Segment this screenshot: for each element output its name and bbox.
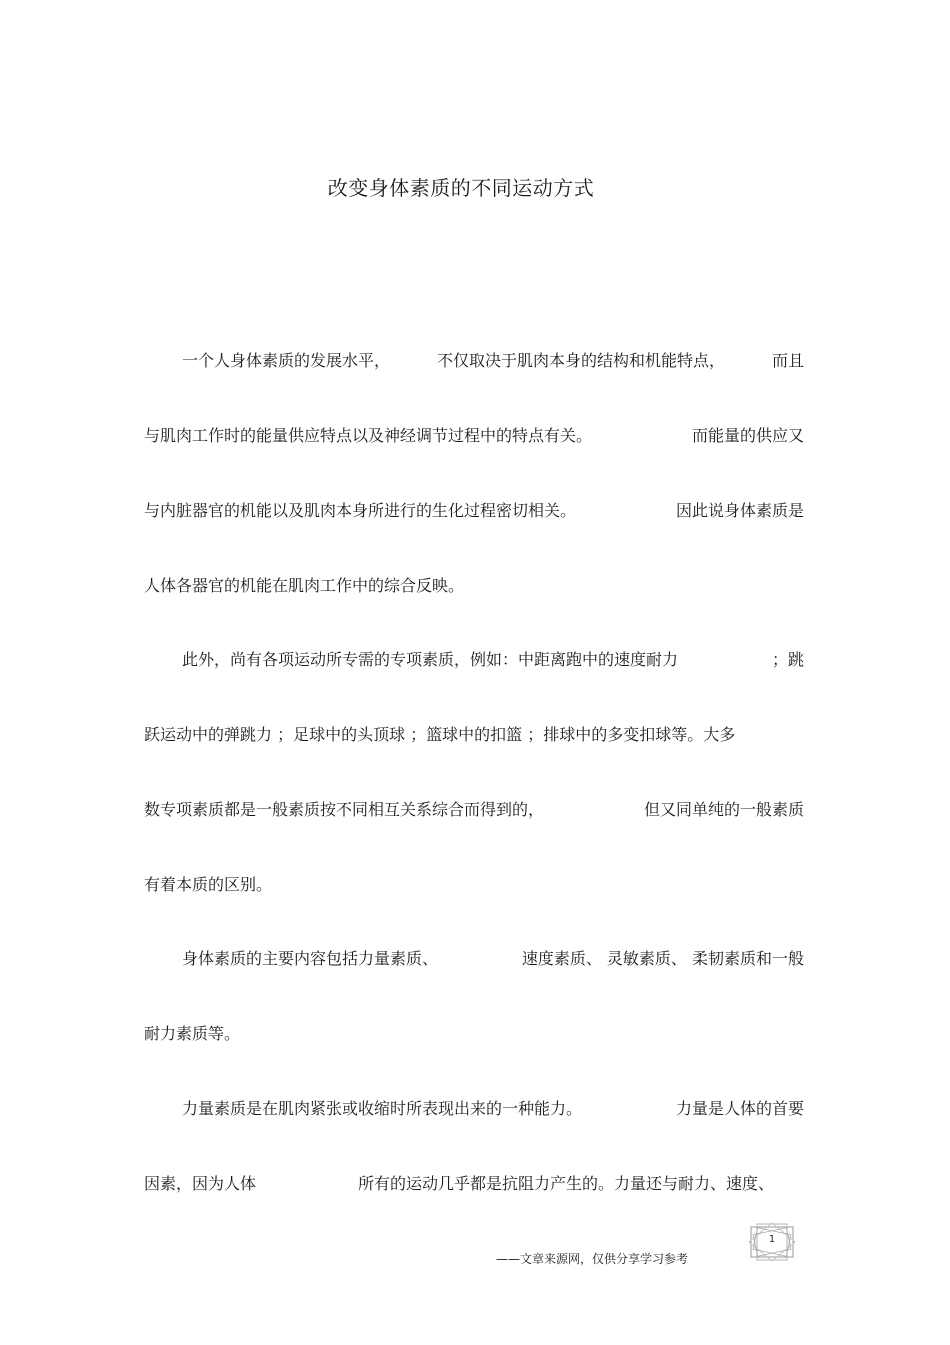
text-segment: 不仅取决于肌肉本身的结构和机能特点，: [436, 351, 725, 370]
text-line-3: [144, 499, 804, 523]
document-title: 改变身体素质的不同运动方式: [327, 176, 595, 200]
text-line-2: [144, 424, 804, 448]
text-segment: 因此说身体素质是: [675, 501, 804, 520]
text-line-6: [144, 723, 804, 747]
text-segment: 力量素质是在肌肉紧张或收缩时所表现出来的一种能力。: [182, 1099, 583, 1118]
text-line-10: [144, 1022, 804, 1046]
text-segment: 一个人身体素质的发展水平，: [182, 351, 391, 370]
text-line-4: [144, 574, 804, 598]
text-segment: 跃运动中的弹跳力 ；足球中的头顶球 ；篮球中的扣篮 ；排球中的多变扣球等。大多: [144, 725, 736, 744]
text-segment: ；跳: [771, 650, 804, 669]
text-line-8: [144, 873, 804, 897]
text-line-1: [182, 349, 804, 373]
text-segment: 身体素质的主要内容包括力量素质、: [182, 949, 439, 968]
text-segment: 所有的运动几乎都是抗阻力产生的。力量还与耐力、速度、: [357, 1174, 774, 1193]
text-segment: 因素，因为人体: [144, 1174, 257, 1193]
text-segment: 此外，尚有各项运动所专需的专项素质，例如：中距离跑中的速度耐力: [182, 650, 679, 669]
text-segment: 耐力素质等。: [144, 1024, 241, 1043]
text-segment: 数专项素质都是一般素质按不同相互关系综合而得到的，: [144, 800, 545, 819]
text-segment: 与肌肉工作时的能量供应特点以及神经调节过程中的特点有关。: [144, 426, 593, 445]
text-segment: 而能量的供应又: [691, 426, 804, 445]
text-line-12: [144, 1172, 774, 1196]
text-segment: 力量是人体的首要: [675, 1099, 804, 1118]
text-segment: 而且: [771, 351, 804, 370]
page-number-badge: [747, 1222, 797, 1262]
text-line-5: [182, 648, 804, 672]
text-segment: 与内脏器官的机能以及肌肉本身所进行的生化过程密切相关。: [144, 501, 577, 520]
text-segment: 人体各器官的机能在肌肉工作中的综合反映。: [144, 576, 465, 595]
text-segment: 速度素质、 灵敏素质、 柔韧素质和一般: [521, 949, 804, 968]
text-segment: 但又同单纯的一般素质: [643, 800, 804, 819]
text-segment: 有着本质的区别。: [144, 875, 273, 894]
page-number: 1: [768, 1234, 776, 1245]
text-line-11: [182, 1097, 804, 1121]
text-line-9: [182, 947, 804, 971]
text-line-7: [144, 798, 804, 822]
source-note: ——文章来源网，仅供分享学习参考: [496, 1252, 689, 1266]
